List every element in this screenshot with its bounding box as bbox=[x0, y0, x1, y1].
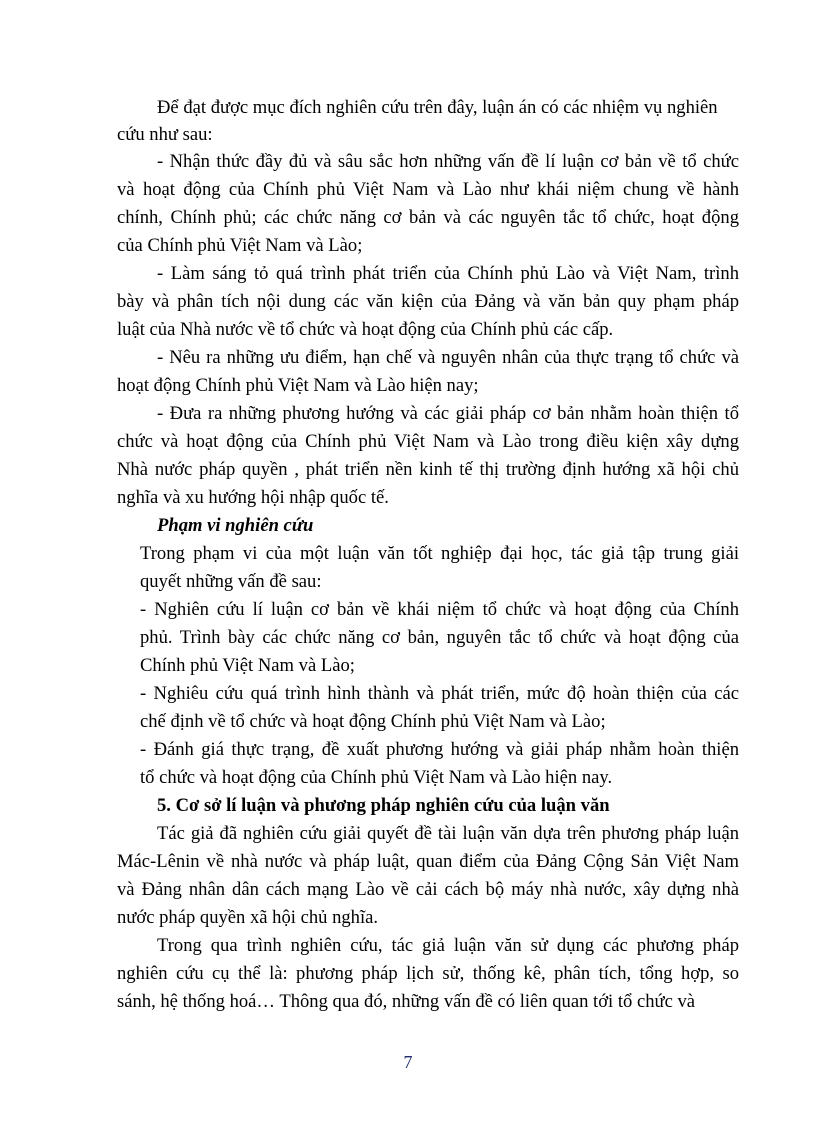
text-line: nghiên cứu cụ thể là: phương pháp lịch sử, thống kê, phân tích, tổng hợp, so bbox=[117, 963, 739, 984]
text-line: luật của Nhà nước về tổ chức và hoạt động của Chính phủ các cấp. bbox=[117, 319, 614, 340]
section-heading: 5. Cơ sở lí luận và phương pháp nghiên cứu của luận văn bbox=[157, 795, 610, 816]
text-line: sánh, hệ thống hoá… Thông qua đó, những vấn đề có liên quan tới tổ chức và bbox=[117, 991, 696, 1012]
text-line: hoạt động Chính phủ Việt Nam và Lào hiện nay; bbox=[117, 375, 479, 396]
text-line: chế định về tổ chức và hoạt động Chính phủ Việt Nam và Lào; bbox=[140, 711, 606, 732]
text-line: - Nghiêu cứu quá trình hình thành và phát triển, mức độ hoàn thiện của các bbox=[140, 683, 739, 704]
text-line: - Nêu ra những ưu điểm, hạn chế và nguyên nhân của thực trạng tổ chức và bbox=[157, 347, 739, 368]
text-line: Tác giả đã nghiên cứu giải quyết đề tài luận văn dựa trên phương pháp luận bbox=[157, 823, 739, 844]
page-number: 7 bbox=[403, 1052, 413, 1072]
text-line: nước pháp quyền xã hội chủ nghĩa. bbox=[117, 907, 379, 928]
text-line: nghĩa và xu hướng hội nhập quốc tế. bbox=[117, 487, 389, 508]
text-line: - Đánh giá thực trạng, đề xuất phương hướng và giải pháp nhằm hoàn thiện bbox=[140, 739, 739, 760]
text-line: - Nghiên cứu lí luận cơ bản về khái niệm tổ chức và hoạt động của Chính bbox=[140, 599, 739, 620]
text-line: - Làm sáng tỏ quá trình phát triển của Chính phủ Lào và Việt Nam, trình bbox=[157, 263, 739, 284]
text-line: của Chính phủ Việt Nam và Lào; bbox=[117, 235, 363, 256]
text-line: và Đảng nhân dân cách mạng Lào về cải cách bộ máy nhà nước, xây dựng nhà bbox=[117, 879, 739, 900]
text-line: Trong qua trình nghiên cứu, tác giả luận văn sử dụng các phương pháp bbox=[157, 935, 739, 956]
text-line: tổ chức và hoạt động của Chính phủ Việt Nam và Lào hiện nay. bbox=[140, 767, 613, 788]
text-line: - Đưa ra những phương hướng và các giải pháp cơ bản nhằm hoàn thiện tổ bbox=[157, 403, 739, 424]
text-line: Mác-Lênin về nhà nước và pháp luật, quan điểm của Đảng Cộng Sản Việt Nam bbox=[117, 851, 739, 872]
text-line: chức và hoạt động của Chính phủ Việt Nam và Lào trong điều kiện xây dựng bbox=[117, 431, 739, 452]
text-line: quyết những vấn đề sau: bbox=[140, 571, 322, 592]
text-line: phủ. Trình bày các chức năng cơ bản, nguyên tắc tổ chức và hoạt động của bbox=[140, 627, 739, 648]
text-line: và hoạt động của Chính phủ Việt Nam và Lào như khái niệm chung về hành bbox=[117, 179, 739, 200]
text-line: Trong phạm vi của một luận văn tốt nghiệp đại học, tác giả tập trung giải bbox=[140, 543, 739, 564]
text-line: - Nhận thức đầy đủ và sâu sắc hơn những vấn đề lí luận cơ bản về tổ chức bbox=[157, 151, 739, 172]
text-line: Chính phủ Việt Nam và Lào; bbox=[140, 655, 355, 676]
section-heading: Phạm vi nghiên cứu bbox=[157, 515, 314, 536]
text-line: chính, Chính phủ; các chức năng cơ bản và các nguyên tắc tổ chức, hoạt động bbox=[117, 207, 739, 228]
text-line: Nhà nước pháp quyền , phát triển nền kinh tế thị trường định hướng xã hội chủ bbox=[117, 459, 739, 480]
text-line: Để đạt được mục đích nghiên cứu trên đây, luận án có các nhiệm vụ nghiên bbox=[157, 97, 718, 118]
text-line: bày và phân tích nội dung các văn kiện của Đảng và văn bản quy phạm pháp bbox=[117, 291, 739, 312]
text-line: cứu như sau: bbox=[117, 124, 213, 145]
